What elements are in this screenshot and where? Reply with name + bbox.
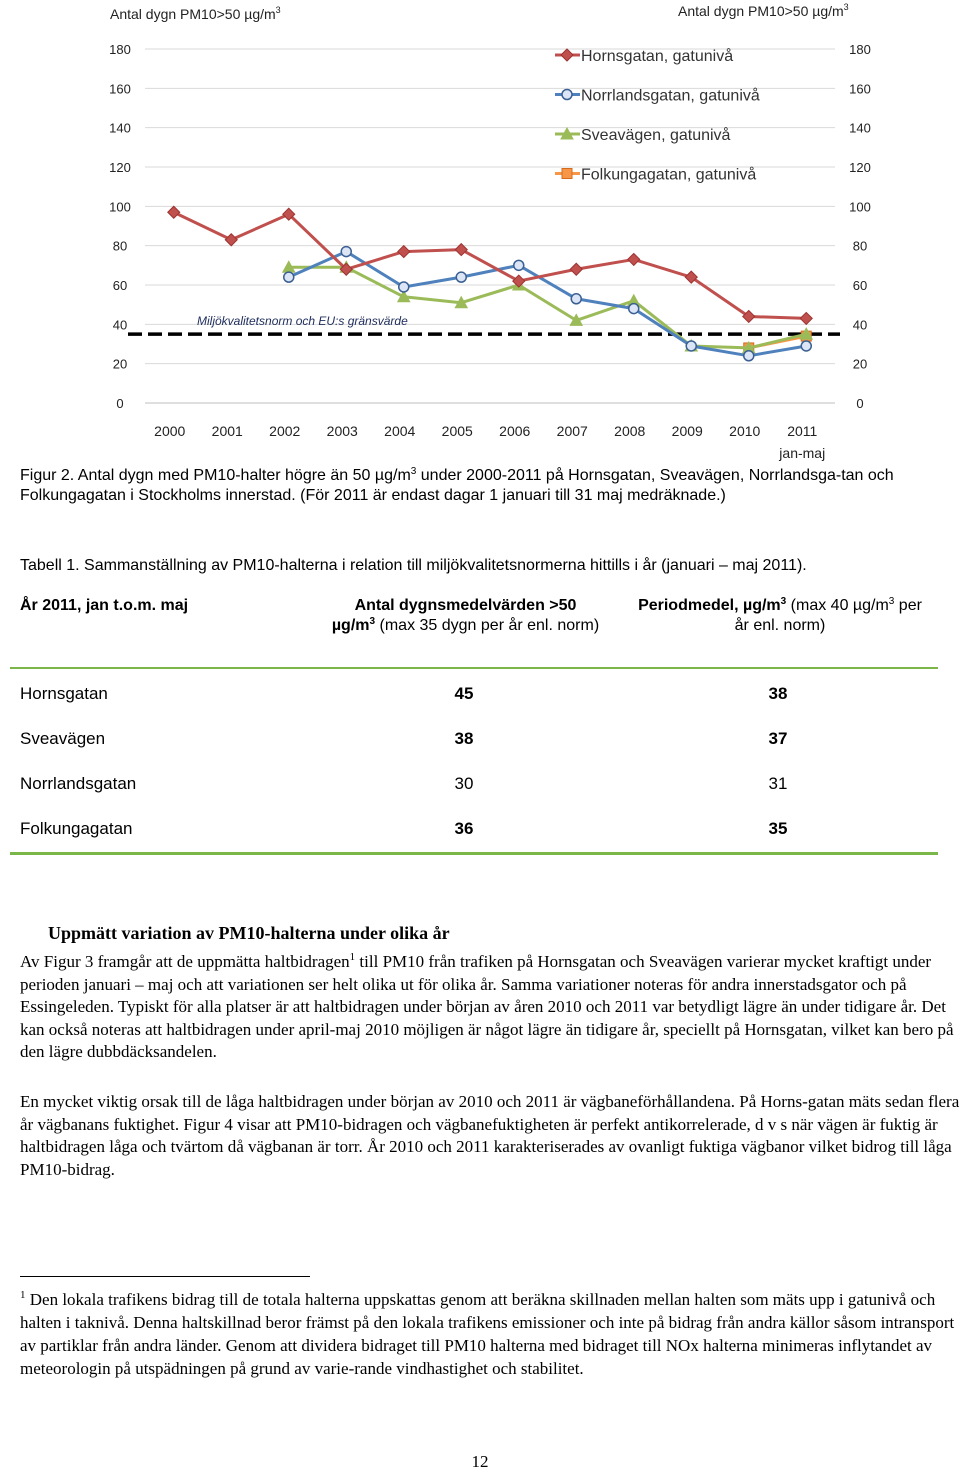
point-norrlandsgatan-2009 [686, 341, 696, 351]
table-header-mean-rest: (max 40 µg/m [786, 597, 889, 614]
footnote-marker: 1 [20, 1289, 26, 1301]
legend-label-norrlandsgatan: Norrlandsgatan, gatunivå [581, 87, 760, 105]
table-rule-bottom [10, 852, 938, 855]
table-header-mean [630, 596, 930, 636]
table-rule-top [10, 667, 938, 669]
ytick-left-0: 0 [116, 396, 124, 411]
ytick-left-120: 120 [109, 160, 131, 175]
point-norrlandsgatan-2008 [629, 304, 639, 314]
chart-title-left-sup: 3 [275, 5, 281, 15]
point-norrlandsgatan-2011 [801, 341, 811, 351]
ytick-left-160: 160 [109, 81, 131, 97]
ytick-right-40: 40 [852, 317, 868, 333]
table-header-days-a: Antal dygnsmedelvärden >50 [354, 597, 577, 614]
table-header-period: År 2011, jan t.o.m. maj [20, 597, 189, 614]
table-header-mean-rest2: per år enl. norm) [734, 597, 922, 634]
chart-title-left [110, 5, 281, 22]
pm10-line-chart [0, 0, 960, 462]
point-norrlandsgatan-2010 [744, 351, 754, 361]
ytick-left-60: 60 [112, 278, 128, 293]
table-header-days-b: µg/m [331, 617, 370, 634]
ytick-left-180: 180 [109, 42, 131, 57]
chart-series [168, 206, 813, 361]
paragraph-1-b: till PM10 från trafiken på Hornsgatan och Sveavägen varierar mycket kraftigt under perioden januari – maj och att variationen ser helt olika ut för olika år. Samma variationer noteras för andra innerstadsgator och på Essingeleden. Typiskt för alla platser är att haltbidragen under början av åren 2010 och 2011 var betydligt lägre än under tidigare år. Det kan också noteras att haltbidragen under april-maj 2010 möjligen är något lägre än tidigare år, speciellt på Hornsgatan, vilket kan bero på den lägre dubbdäcksandelen. [20, 952, 954, 1061]
ytick-right-60: 60 [852, 278, 868, 293]
legend-marker-folkungagatan [562, 169, 572, 179]
xtick-2002: 2002 [269, 423, 301, 439]
figure-caption-part2: under 2000-2011 på Hornsgatan, Sveavägen, Norrlandsga-tan och Folkungagatan i Stockholms innerstad. (För 2011 är endast dagar 1 januari till 31 maj medräknade.) [20, 467, 894, 504]
legend-marker-hornsgatan [561, 49, 573, 61]
ytick-left-80: 80 [112, 238, 128, 254]
table-row-norrlandsgatan-name: Norrlandsgatan [20, 774, 137, 793]
legend-label-sveavagen: Sveavägen, gatunivå [581, 127, 731, 144]
point-norrlandsgatan-2006 [514, 260, 524, 270]
table-header-days [318, 596, 613, 636]
table-row-hornsgatan-name: Hornsgatan [20, 684, 108, 703]
xtick-2003: 2003 [326, 423, 358, 439]
page-number: 12 [471, 1452, 489, 1471]
table-row-hornsgatan-mean: 38 [768, 684, 788, 703]
ytick-left-20: 20 [112, 356, 128, 372]
xtick-2000: 2000 [154, 423, 186, 439]
xtick-2008: 2008 [614, 423, 646, 439]
table-header-mean-bold: Periodmedel, µg/m [638, 597, 781, 614]
table-header-mean-sup2: 3 [888, 596, 895, 607]
footnote-text: Den lokala trafikens bidrag till de totala halterna uppskattas genom att beräkna skillnaden mellan halten som mäts upp i gatunivå och halten i taknivå. Denna haltskillnad beror främst på den lokala trafikens emissioner och inte på bidrag från andra källor såsom intransport av partiklar från andra länder. Genom att dividera bidraget till PM10 halterna med bidraget till NOx halterna minimeras inflytandet av meteorologin på utspädningen på grund av varie-rande vindhastighet och stabilitet. [20, 1290, 955, 1378]
xtick-2005: 2005 [441, 423, 473, 439]
table-row-folkungagatan-days: 36 [454, 819, 474, 838]
ytick-right-80: 80 [852, 238, 868, 254]
ytick-right-20: 20 [852, 356, 868, 372]
footnote-separator [20, 1276, 310, 1277]
paragraph-1-sup: 1 [349, 951, 356, 963]
legend-label-folkungagatan: Folkungagatan, gatunivå [581, 166, 757, 184]
ytick-right-140: 140 [849, 120, 871, 136]
footnote [20, 1288, 955, 1380]
ytick-right-120: 120 [849, 160, 871, 175]
point-norrlandsgatan-2004 [399, 282, 409, 292]
xtick-2007: 2007 [556, 423, 588, 439]
table-header-days-sup: 3 [369, 616, 376, 627]
point-norrlandsgatan-2007 [571, 294, 581, 304]
point-norrlandsgatan-2003 [341, 247, 351, 257]
table-row-folkungagatan-name: Folkungagatan [20, 819, 133, 838]
table-row-sveavagen-mean: 37 [768, 729, 788, 748]
xtick-2009: 2009 [671, 423, 703, 439]
ytick-left-100: 100 [109, 199, 131, 215]
figure-caption-part1: Figur 2. Antal dygn med PM10-halter högre än 50 µg/m [20, 467, 411, 484]
chart-title-right-text: Antal dygn PM10>50 µg/m [678, 3, 844, 19]
legend-marker-norrlandsgatan [562, 90, 572, 100]
legend-label-hornsgatan: Hornsgatan, gatunivå [581, 48, 734, 65]
point-hornsgatan-2011 [800, 312, 812, 324]
chart-title-left-text: Antal dygn PM10>50 µg/m [110, 6, 276, 22]
point-hornsgatan-2004 [398, 246, 410, 258]
ytick-right-100: 100 [849, 199, 871, 215]
table-row-hornsgatan-days: 45 [454, 684, 474, 703]
figure-caption-sup: 3 [410, 466, 417, 477]
xtick-2006: 2006 [499, 423, 531, 439]
table-row-sveavagen-days: 38 [454, 729, 474, 748]
table-title: Tabell 1. Sammanställning av PM10-halterna i relation till miljökvalitetsnormerna hittills i år (januari – maj 2011). [20, 557, 807, 574]
point-hornsgatan-2000 [168, 206, 180, 218]
series-line-hornsgatan [174, 212, 807, 318]
table-header-days-rest: (max 35 dygn per år enl. norm) [375, 617, 600, 634]
ytick-right-180: 180 [849, 42, 871, 57]
xtick-2011: 2011 [787, 423, 818, 439]
xtick-2001: 2001 [211, 423, 243, 439]
point-hornsgatan-2008 [628, 253, 640, 265]
series-hornsgatan [168, 206, 813, 324]
reference-line-label: Miljökvalitetsnorm och EU:s gränsvärde [197, 314, 408, 329]
chart-title-right [678, 2, 849, 19]
ytick-left-40: 40 [112, 317, 128, 333]
section-heading: Uppmätt variation av PM10-halterna under olika år [48, 923, 450, 943]
chart-axes [109, 42, 871, 461]
point-norrlandsgatan-2002 [284, 272, 294, 282]
chart-legend [555, 47, 760, 184]
figure-caption [20, 466, 950, 506]
table-row-sveavagen-name: Sveavägen [20, 729, 106, 748]
point-hornsgatan-2001 [225, 234, 237, 246]
ytick-right-160: 160 [849, 81, 871, 97]
paragraph-1 [20, 951, 960, 1064]
table-header-mean-sup1: 3 [780, 596, 787, 607]
ytick-right-0: 0 [856, 396, 864, 411]
point-hornsgatan-2007 [570, 263, 582, 275]
xtick-2004: 2004 [384, 423, 416, 439]
table-row-norrlandsgatan-days: 30 [454, 774, 474, 793]
ytick-left-140: 140 [109, 120, 131, 136]
paragraph-1-a: Av Figur 3 framgår att de uppmätta haltbidragen [20, 952, 350, 971]
chart-title-right-sup: 3 [843, 2, 849, 12]
point-norrlandsgatan-2005 [456, 272, 466, 282]
paragraph-2: En mycket viktig orsak till de låga haltbidragen under början av 2010 och 2011 är vägbaneförhållandena. På Horns-gatan mäts sedan flera år vägbanans fuktighet. Figur 4 visar att PM10-bidragen och vägbanefuktigheten är perfekt antikorrelerade, d v s när vägen är fuktig är haltbidragen låga och tvärtom då vägbanan är torr. År 2010 och 2011 karakteriserades av ovanligt fuktiga vägbanor vilket bidrog till låga PM10-bidrag. [20, 1092, 960, 1179]
xtick-sublabel: jan-maj [779, 445, 826, 461]
table-row-folkungagatan-mean: 35 [768, 819, 788, 838]
table-row-norrlandsgatan-mean: 31 [768, 774, 788, 793]
xtick-2010: 2010 [729, 423, 761, 439]
